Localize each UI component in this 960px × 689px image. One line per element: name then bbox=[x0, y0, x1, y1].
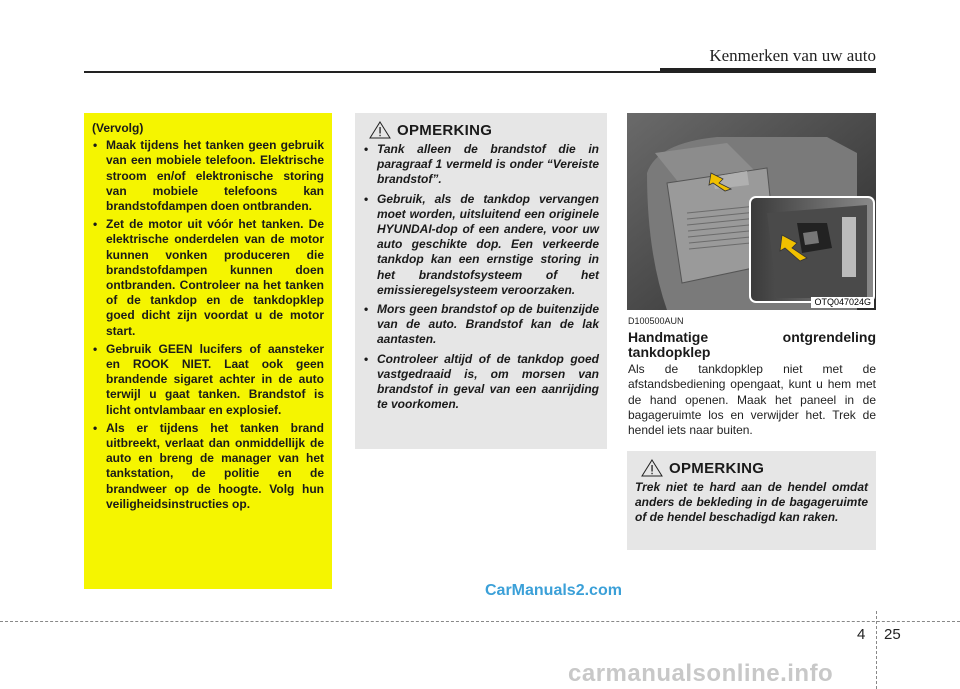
section-text: Als de tankdopklep niet met de afstandsbediening opengaat, kunt u hem met de hand openen. Maak het paneel in de bagageruimte los en verwijder het. Trek de hendel iets naar buiten. bbox=[628, 362, 876, 438]
note-label: OPMERKING bbox=[397, 121, 493, 139]
warning-item: • Maak tijdens het tanken geen gebruik van een mobiele telefoon. Elektrische stroom en/of elektronische storing van mobiele telefoons kan brandstofdampen doen ontbranden. bbox=[92, 138, 324, 214]
chapter-number: 4 bbox=[857, 626, 866, 643]
footer-rule bbox=[0, 621, 960, 622]
note-item: • Controleer altijd of de tankdop goed vastgedraaid is, om morsen van brandstof in geval van een aanrijding te voorkomen. bbox=[363, 352, 599, 413]
watermark-link[interactable]: CarManuals2.com bbox=[485, 582, 622, 599]
trunk-panel-illustration bbox=[627, 113, 876, 310]
note-list bbox=[363, 142, 599, 412]
note-header bbox=[635, 459, 868, 477]
note-box-lever bbox=[627, 451, 876, 550]
warning-item: • Gebruik GEEN lucifers of aansteker en ROOK NIET. Laat ook geen brandende sigaret achter in de auto terwijl u gaat tanken. Brandstof is licht ontvlambaar en explosief. bbox=[92, 342, 324, 418]
note-header bbox=[363, 121, 599, 139]
note-box-fuel bbox=[355, 113, 607, 449]
warning-continued-label: (Vervolg) bbox=[92, 121, 144, 135]
note-text: Trek niet te hard aan de hendel omdat anders de bekleding in de bagageruimte of de hendel beschadigd kan raken. bbox=[635, 480, 868, 525]
warning-item: • Als er tijdens het tanken brand uitbreekt, verlaat dan onmiddellijk de auto en breng de manager van het tankstation, de politie en de brandweer op de hoogte. Volg hun veiligheidsinstructies op. bbox=[92, 421, 324, 512]
section-title: Handmatige ontgrendeling tankdopklep bbox=[628, 329, 876, 360]
header-rule-accent bbox=[660, 68, 876, 73]
caution-triangle-icon bbox=[641, 459, 663, 477]
note-item: • Mors geen brandstof op de buitenzijde van de auto. Brandstof kan de lak aantasten. bbox=[363, 302, 599, 348]
section-code: D100500AUN bbox=[628, 316, 684, 326]
note-item: • Gebruik, als de tankdop vervangen moet worden, uitsluitend een originele HYUNDAI-dop of een andere, voor uw auto geschikte dop. Een verkeerde tankdop kan een ernstige storing in het brandstofsysteem of het emissieregelsysteem veroorzaken. bbox=[363, 192, 599, 298]
note-item: • Tank alleen de brandstof die in paragraaf 1 vermeld is onder “Vereiste brandstof”. bbox=[363, 142, 599, 188]
warning-item: • Zet de motor uit vóór het tanken. De elektrische onderdelen van de motor kunnen vonken produceren die brandstofdampen kunnen doen ontbranden. Controleer na het tanken of de tankdop en de tankdopklep goed dicht zijn voordat u de motor start. bbox=[92, 217, 324, 339]
warning-box bbox=[84, 113, 332, 589]
trunk-panel-photo bbox=[627, 113, 876, 310]
page-header-title: Kenmerken van uw auto bbox=[709, 46, 876, 65]
warning-list bbox=[92, 138, 324, 512]
photo-caption: OTQ047024G bbox=[811, 297, 874, 308]
page-number: 25 bbox=[884, 626, 901, 643]
page-number-separator bbox=[876, 611, 877, 689]
site-watermark: carmanualsonline.info bbox=[568, 660, 834, 687]
caution-triangle-icon bbox=[369, 121, 391, 139]
note-label: OPMERKING bbox=[669, 459, 765, 477]
